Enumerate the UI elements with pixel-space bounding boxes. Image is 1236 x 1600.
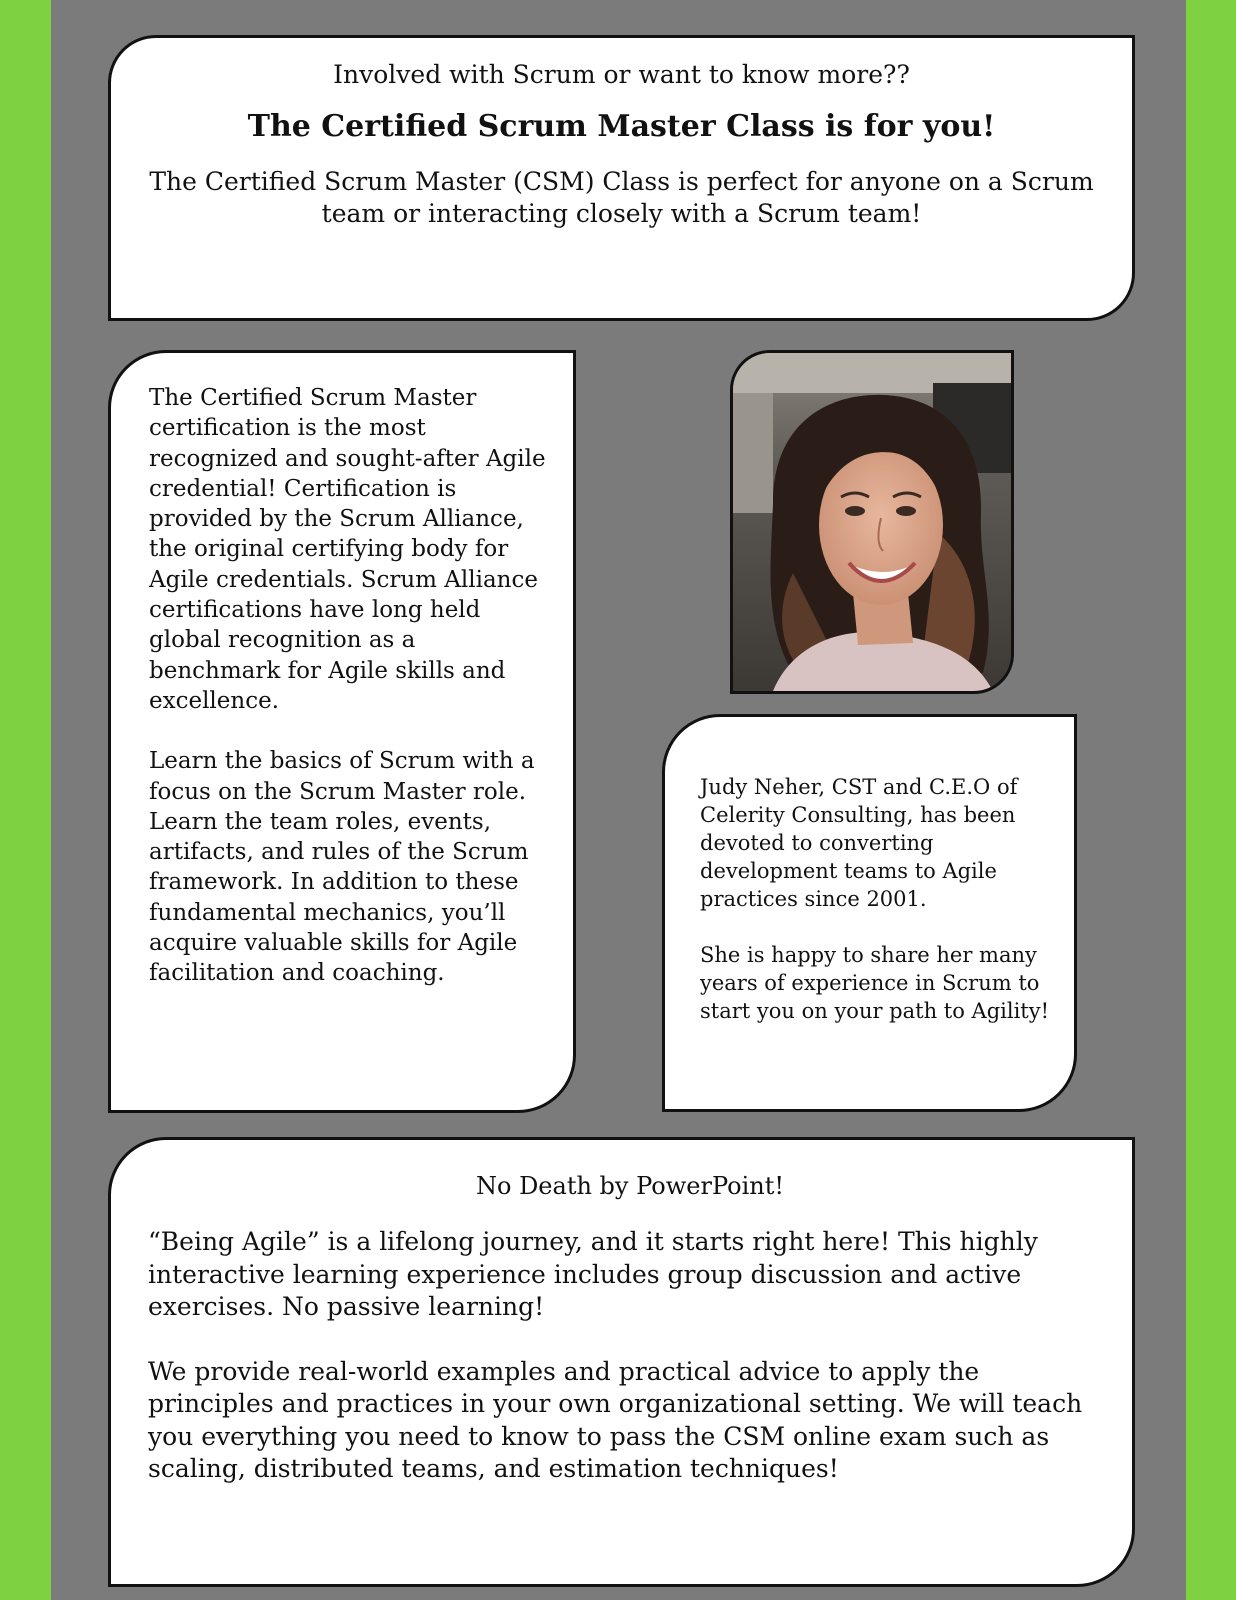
certification-panel (108, 350, 576, 1113)
certification-paragraph-2: Learn the basics of Scrum with a focus on the Scrum Master role. Learn the team roles, events, artifacts, and rules of the Scrum framework. In addition to these fundamental mechanics, you’ll acquire valuable skills for Agile facilitation and coaching. (149, 748, 535, 987)
page-headline: The Certified Scrum Master Class is for you! (247, 109, 996, 144)
certification-paragraph-1: The Certified Scrum Master certification is the most recognized and sought-after Agile credential! Certification is provided by the Scrum Alliance, the original certifying body for Agile credentials. Scrum Alliance certifications have long held global recognition as a benchmark for Agile skills and excellence. (149, 385, 546, 714)
intro-body: The Certified Scrum Master (CSM) Class is perfect for anyone on a Scrum team or interacting closely with a Scrum team! (149, 167, 1094, 228)
flyer-page (51, 0, 1186, 1600)
instructor-bio-panel (662, 714, 1077, 1112)
approach-paragraph-1: “Being Agile” is a lifelong journey, and it starts right here! This highly interactive learning experience includes group discussion and active exercises. No passive learning! (148, 1227, 1038, 1321)
bio-paragraph-1: Judy Neher, CST and C.E.O of Celerity Consulting, has been devoted to converting development teams to Agile practices since 2001. (700, 775, 1018, 911)
instructor-portrait-image (733, 353, 1011, 691)
intro-panel (108, 35, 1135, 321)
approach-paragraph-2: We provide real-world examples and practical advice to apply the principles and practices in your own organizational setting. We will teach you everything you need to know to pass the CSM online exam such as scaling, distributed teams, and estimation techniques! (148, 1356, 1083, 1483)
approach-panel (108, 1137, 1135, 1587)
bio-paragraph-2: She is happy to share her many years of experience in Scrum to start you on your path to Agility! (700, 943, 1050, 1023)
approach-title: No Death by PowerPoint! (475, 1172, 784, 1200)
instructor-photo (730, 350, 1014, 694)
intro-question: Involved with Scrum or want to know more?? (333, 60, 910, 89)
